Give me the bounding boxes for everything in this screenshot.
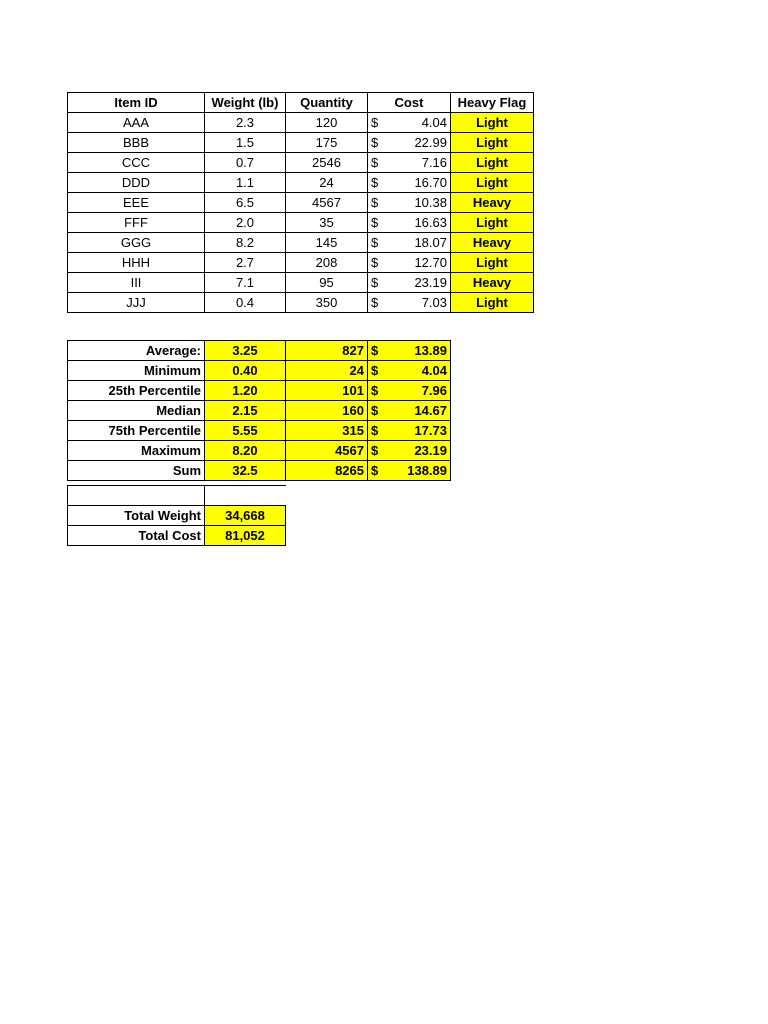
stat-quantity-cell[interactable]: 160 xyxy=(286,401,368,421)
weight-cell[interactable]: 7.1 xyxy=(205,273,286,293)
currency-symbol: $ xyxy=(371,195,379,210)
header-quantity[interactable]: Quantity xyxy=(286,93,368,113)
totals-row xyxy=(68,525,286,545)
cost-value: 22.99 xyxy=(414,135,447,150)
stat-label-cell[interactable]: 25th Percentile xyxy=(68,381,205,401)
item-id-cell[interactable]: GGG xyxy=(68,233,205,253)
cost-wrapper xyxy=(371,193,447,212)
item-id-cell[interactable]: BBB xyxy=(68,133,205,153)
item-table-body xyxy=(68,113,534,313)
table-row xyxy=(68,153,534,173)
total-value-cell[interactable]: 81,052 xyxy=(205,525,286,545)
weight-cell[interactable]: 1.5 xyxy=(205,133,286,153)
heavy-flag-cell[interactable]: Heavy xyxy=(451,193,534,213)
quantity-cell[interactable]: 95 xyxy=(286,273,368,293)
table-row xyxy=(68,253,534,273)
stat-label-cell[interactable]: 75th Percentile xyxy=(68,421,205,441)
quantity-cell[interactable]: 350 xyxy=(286,293,368,313)
weight-cell[interactable]: 2.7 xyxy=(205,253,286,273)
total-value-cell[interactable]: 34,668 xyxy=(205,505,286,525)
currency-symbol: $ xyxy=(371,363,379,378)
item-id-cell[interactable]: JJJ xyxy=(68,293,205,313)
stats-row xyxy=(68,421,451,441)
spacer-row xyxy=(68,486,286,506)
cost-cell[interactable] xyxy=(368,173,451,193)
cost-cell[interactable] xyxy=(368,233,451,253)
stat-weight-cell[interactable]: 32.5 xyxy=(205,461,286,481)
table-row xyxy=(68,173,534,193)
cost-cell[interactable] xyxy=(368,273,451,293)
stat-quantity-cell[interactable]: 827 xyxy=(286,341,368,361)
cost-value: 4.04 xyxy=(421,115,447,130)
stat-quantity-cell[interactable]: 4567 xyxy=(286,441,368,461)
stat-cost-wrapper xyxy=(371,381,447,400)
weight-cell[interactable]: 0.4 xyxy=(205,293,286,313)
cost-wrapper xyxy=(371,213,447,232)
stats-table xyxy=(67,340,451,481)
stat-cost-cell[interactable] xyxy=(368,461,451,481)
stat-cost-cell[interactable] xyxy=(368,401,451,421)
table-row xyxy=(68,213,534,233)
header-row xyxy=(68,93,534,113)
cost-wrapper xyxy=(371,113,447,132)
stat-label-cell[interactable]: Average: xyxy=(68,341,205,361)
quantity-cell[interactable]: 208 xyxy=(286,253,368,273)
cost-wrapper xyxy=(371,233,447,252)
cost-value: 16.63 xyxy=(414,215,447,230)
cost-wrapper xyxy=(371,273,447,292)
stats-row xyxy=(68,341,451,361)
stat-cost-value: 14.67 xyxy=(414,403,447,418)
stat-cost-wrapper xyxy=(371,361,447,380)
stats-row xyxy=(68,461,451,481)
stats-row xyxy=(68,361,451,381)
heavy-flag-cell[interactable]: Light xyxy=(451,213,534,233)
stat-label-cell[interactable]: Minimum xyxy=(68,361,205,381)
cost-wrapper xyxy=(371,173,447,192)
currency-symbol: $ xyxy=(371,403,379,418)
stat-cost-value: 13.89 xyxy=(414,343,447,358)
cost-cell[interactable] xyxy=(368,133,451,153)
header-cost[interactable]: Cost xyxy=(368,93,451,113)
stat-weight-cell[interactable]: 3.25 xyxy=(205,341,286,361)
weight-cell[interactable]: 6.5 xyxy=(205,193,286,213)
stat-cost-value: 7.96 xyxy=(421,383,447,398)
stat-cost-wrapper xyxy=(371,461,447,480)
quantity-cell[interactable]: 24 xyxy=(286,173,368,193)
spacer-cell[interactable] xyxy=(68,486,205,506)
total-label-cell[interactable]: Total Weight xyxy=(68,505,205,525)
quantity-cell[interactable]: 145 xyxy=(286,233,368,253)
total-label-cell[interactable]: Total Cost xyxy=(68,525,205,545)
stat-quantity-cell[interactable]: 101 xyxy=(286,381,368,401)
currency-symbol: $ xyxy=(371,343,379,358)
stat-cost-value: 17.73 xyxy=(414,423,447,438)
stat-cost-wrapper xyxy=(371,401,447,420)
stat-cost-wrapper xyxy=(371,341,447,360)
stat-quantity-cell[interactable]: 8265 xyxy=(286,461,368,481)
header-item-id[interactable]: Item ID xyxy=(68,93,205,113)
cost-cell[interactable] xyxy=(368,193,451,213)
stat-quantity-cell[interactable]: 315 xyxy=(286,421,368,441)
stat-cost-cell[interactable] xyxy=(368,421,451,441)
stat-weight-cell[interactable]: 1.20 xyxy=(205,381,286,401)
stat-cost-cell[interactable] xyxy=(368,381,451,401)
heavy-flag-cell[interactable]: Light xyxy=(451,113,534,133)
cost-wrapper xyxy=(371,133,447,152)
table-row xyxy=(68,293,534,313)
totals-table xyxy=(67,485,286,546)
stat-cost-value: 23.19 xyxy=(414,443,447,458)
currency-symbol: $ xyxy=(371,215,379,230)
quantity-cell[interactable]: 4567 xyxy=(286,193,368,213)
cost-wrapper xyxy=(371,293,447,312)
totals-row xyxy=(68,505,286,525)
header-weight[interactable]: Weight (lb) xyxy=(205,93,286,113)
item-id-cell[interactable]: DDD xyxy=(68,173,205,193)
cost-value: 10.38 xyxy=(414,195,447,210)
stat-cost-cell[interactable] xyxy=(368,341,451,361)
stat-weight-cell[interactable]: 5.55 xyxy=(205,421,286,441)
item-id-cell[interactable]: EEE xyxy=(68,193,205,213)
stat-label-cell[interactable]: Maximum xyxy=(68,441,205,461)
stat-cost-value: 4.04 xyxy=(421,363,447,378)
cost-value: 23.19 xyxy=(414,275,447,290)
heavy-flag-cell[interactable]: Light xyxy=(451,153,534,173)
heavy-flag-cell[interactable]: Light xyxy=(451,293,534,313)
currency-symbol: $ xyxy=(371,235,379,250)
stat-cost-cell[interactable] xyxy=(368,361,451,381)
currency-symbol: $ xyxy=(371,115,379,130)
spacer-empty xyxy=(205,486,286,506)
cost-wrapper xyxy=(371,253,447,272)
heavy-flag-cell[interactable]: Heavy xyxy=(451,273,534,293)
cost-value: 16.70 xyxy=(414,175,447,190)
table-row xyxy=(68,233,534,253)
cost-wrapper xyxy=(371,153,447,172)
cost-cell[interactable] xyxy=(368,293,451,313)
heavy-flag-cell[interactable]: Light xyxy=(451,173,534,193)
currency-symbol: $ xyxy=(371,295,379,310)
cost-cell[interactable] xyxy=(368,213,451,233)
item-id-cell[interactable]: HHH xyxy=(68,253,205,273)
table-row xyxy=(68,273,534,293)
cost-value: 7.16 xyxy=(421,155,447,170)
quantity-cell[interactable]: 120 xyxy=(286,113,368,133)
cost-cell[interactable] xyxy=(368,253,451,273)
header-heavy-flag[interactable]: Heavy Flag xyxy=(451,93,534,113)
currency-symbol: $ xyxy=(371,443,379,458)
stat-weight-cell[interactable]: 2.15 xyxy=(205,401,286,421)
cost-value: 18.07 xyxy=(414,235,447,250)
stats-row xyxy=(68,381,451,401)
item-table xyxy=(67,92,534,313)
weight-cell[interactable]: 2.3 xyxy=(205,113,286,133)
stat-cost-value: 138.89 xyxy=(407,463,447,478)
currency-symbol: $ xyxy=(371,423,379,438)
heavy-flag-cell[interactable]: Heavy xyxy=(451,233,534,253)
stat-cost-wrapper xyxy=(371,441,447,460)
quantity-cell[interactable]: 175 xyxy=(286,133,368,153)
stat-weight-cell[interactable]: 0.40 xyxy=(205,361,286,381)
stat-cost-wrapper xyxy=(371,421,447,440)
weight-cell[interactable]: 2.0 xyxy=(205,213,286,233)
weight-cell[interactable]: 1.1 xyxy=(205,173,286,193)
table-row xyxy=(68,193,534,213)
cost-cell[interactable] xyxy=(368,153,451,173)
currency-symbol: $ xyxy=(371,275,379,290)
stats-row xyxy=(68,441,451,461)
quantity-cell[interactable]: 35 xyxy=(286,213,368,233)
stat-label-cell[interactable]: Median xyxy=(68,401,205,421)
item-id-cell[interactable]: AAA xyxy=(68,113,205,133)
table-row xyxy=(68,133,534,153)
currency-symbol: $ xyxy=(371,135,379,150)
item-id-cell[interactable]: FFF xyxy=(68,213,205,233)
heavy-flag-cell[interactable]: Light xyxy=(451,253,534,273)
weight-cell[interactable]: 0.7 xyxy=(205,153,286,173)
stats-row xyxy=(68,401,451,421)
currency-symbol: $ xyxy=(371,255,379,270)
cost-value: 12.70 xyxy=(414,255,447,270)
weight-cell[interactable]: 8.2 xyxy=(205,233,286,253)
stat-quantity-cell[interactable]: 24 xyxy=(286,361,368,381)
cost-value: 7.03 xyxy=(421,295,447,310)
item-id-cell[interactable]: CCC xyxy=(68,153,205,173)
quantity-cell[interactable]: 2546 xyxy=(286,153,368,173)
stat-cost-cell[interactable] xyxy=(368,441,451,461)
currency-symbol: $ xyxy=(371,155,379,170)
stats-table-body xyxy=(68,341,451,481)
item-id-cell[interactable]: III xyxy=(68,273,205,293)
cost-cell[interactable] xyxy=(368,113,451,133)
table-row xyxy=(68,113,534,133)
currency-symbol: $ xyxy=(371,175,379,190)
heavy-flag-cell[interactable]: Light xyxy=(451,133,534,153)
stat-label-cell[interactable]: Sum xyxy=(68,461,205,481)
totals-table-body xyxy=(68,486,286,546)
currency-symbol: $ xyxy=(371,463,379,478)
stat-weight-cell[interactable]: 8.20 xyxy=(205,441,286,461)
currency-symbol: $ xyxy=(371,383,379,398)
